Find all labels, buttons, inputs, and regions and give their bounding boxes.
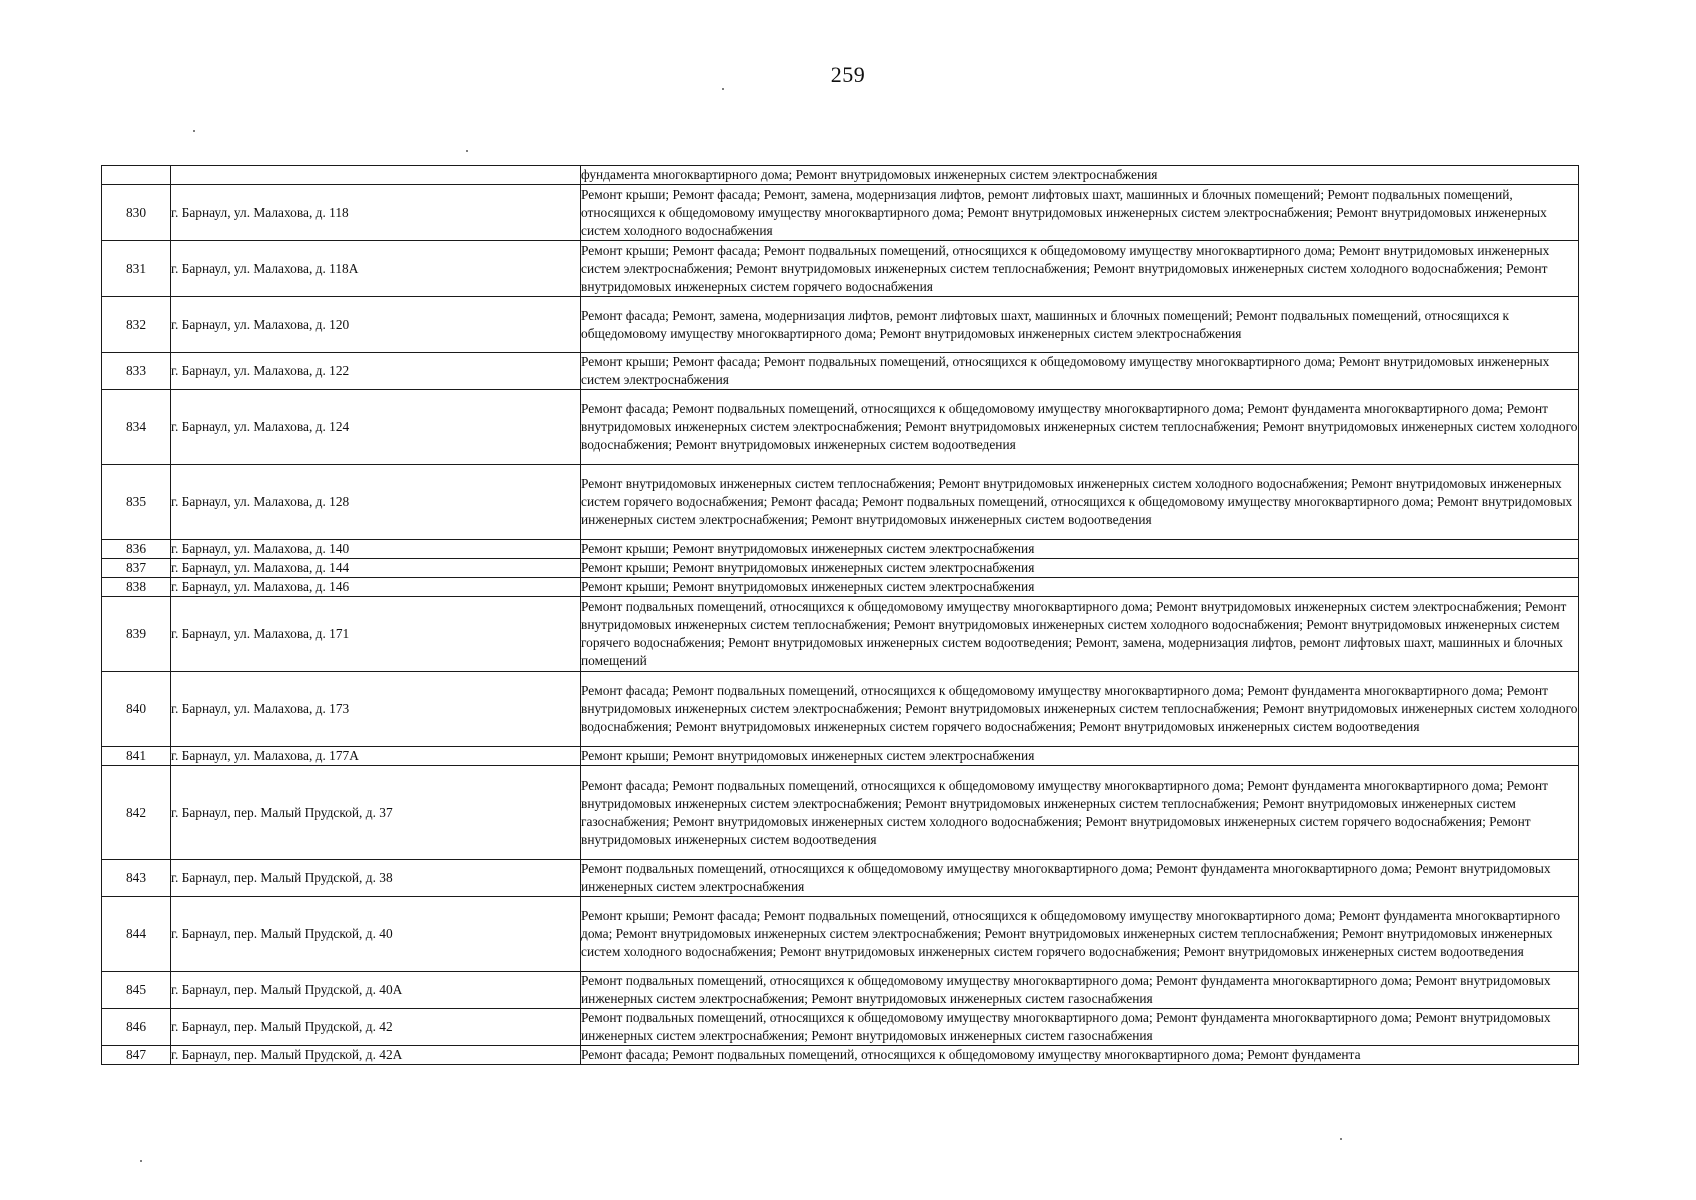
scan-speck xyxy=(722,88,724,90)
row-number: 843 xyxy=(102,860,171,897)
row-works: Ремонт крыши; Ремонт внутридомовых инженерных систем электроснабжения xyxy=(581,747,1579,766)
table-row xyxy=(102,559,1579,578)
row-address: г. Барнаул, ул. Малахова, д. 124 xyxy=(171,390,581,465)
row-address: г. Барнаул, ул. Малахова, д. 171 xyxy=(171,597,581,672)
row-number: 833 xyxy=(102,353,171,390)
row-works: фундамента многоквартирного дома; Ремонт внутридомовых инженерных систем электроснабжения xyxy=(581,166,1579,185)
row-address: г. Барнаул, пер. Малый Прудской, д. 37 xyxy=(171,766,581,860)
table-row xyxy=(102,972,1579,1009)
table-row xyxy=(102,597,1579,672)
row-number: 845 xyxy=(102,972,171,1009)
scan-speck xyxy=(140,1160,142,1162)
row-address: г. Барнаул, ул. Малахова, д. 120 xyxy=(171,297,581,353)
row-number: 846 xyxy=(102,1009,171,1046)
table-row xyxy=(102,465,1579,540)
scan-speck xyxy=(193,130,195,132)
row-number: 832 xyxy=(102,297,171,353)
row-address: г. Барнаул, ул. Малахова, д. 122 xyxy=(171,353,581,390)
row-address: г. Барнаул, пер. Малый Прудской, д. 40 xyxy=(171,897,581,972)
table-row xyxy=(102,766,1579,860)
row-address: г. Барнаул, ул. Малахова, д. 146 xyxy=(171,578,581,597)
row-address: г. Барнаул, пер. Малый Прудской, д. 40А xyxy=(171,972,581,1009)
row-works: Ремонт подвальных помещений, относящихся к общедомовому имуществу многоквартирного дома; Ремонт внутридомовых инженерных систем электроснабжения; Ремонт внутридомовых инженерных систем теплоснабжения; Ремонт внутридомовых инженерных систем холодного водоснабжения; Ремонт внутридомовых инженерных систем горячего водоснабжения; Ремонт внутридомовых инженерных систем водоотведения; Ремонт, замена, модернизация лифтов, ремонт лифтовых шахт, машинных и блочных помещений xyxy=(581,597,1579,672)
row-address: г. Барнаул, ул. Малахова, д. 118А xyxy=(171,241,581,297)
row-number xyxy=(102,166,171,185)
row-works: Ремонт крыши; Ремонт внутридомовых инженерных систем электроснабжения xyxy=(581,578,1579,597)
page-number: 259 xyxy=(830,62,866,87)
table-row xyxy=(102,390,1579,465)
row-works: Ремонт крыши; Ремонт внутридомовых инженерных систем электроснабжения xyxy=(581,559,1579,578)
table-body xyxy=(102,166,1579,1065)
row-number: 836 xyxy=(102,540,171,559)
row-number: 841 xyxy=(102,747,171,766)
row-works: Ремонт фасада; Ремонт подвальных помещений, относящихся к общедомовому имуществу многоквартирного дома; Ремонт фундамента xyxy=(581,1046,1579,1065)
row-number: 834 xyxy=(102,390,171,465)
row-address: г. Барнаул, ул. Малахова, д. 128 xyxy=(171,465,581,540)
row-works: Ремонт крыши; Ремонт фасада; Ремонт, замена, модернизация лифтов, ремонт лифтовых шахт, машинных и блочных помещений; Ремонт подвальных помещений, относящихся к общедомовому имуществу многоквартирного дома; Ремонт внутридомовых инженерных систем электроснабжения; Ремонт внутридомовых инженерных систем холодного водоснабжения xyxy=(581,185,1579,241)
row-number: 839 xyxy=(102,597,171,672)
row-number: 838 xyxy=(102,578,171,597)
row-address: г. Барнаул, пер. Малый Прудской, д. 42 xyxy=(171,1009,581,1046)
row-number: 847 xyxy=(102,1046,171,1065)
table-row xyxy=(102,1046,1579,1065)
row-number: 830 xyxy=(102,185,171,241)
table-row xyxy=(102,897,1579,972)
scan-speck xyxy=(466,150,468,152)
table-row xyxy=(102,747,1579,766)
table-row xyxy=(102,353,1579,390)
row-works: Ремонт подвальных помещений, относящихся к общедомовому имуществу многоквартирного дома; Ремонт фундамента многоквартирного дома; Ремонт внутридомовых инженерных систем электроснабжения; Ремонт внутридомовых инженерных систем газоснабжения xyxy=(581,1009,1579,1046)
row-works: Ремонт фасада; Ремонт подвальных помещений, относящихся к общедомовому имуществу многоквартирного дома; Ремонт фундамента многоквартирного дома; Ремонт внутридомовых инженерных систем электроснабжения; Ремонт внутридомовых инженерных систем теплоснабжения; Ремонт внутридомовых инженерных систем холодного водоснабжения; Ремонт внутридомовых инженерных систем горячего водоснабжения; Ремонт внутридомовых инженерных систем водоотведения xyxy=(581,672,1579,747)
table-row xyxy=(102,540,1579,559)
row-number: 831 xyxy=(102,241,171,297)
row-address: г. Барнаул, пер. Малый Прудской, д. 42А xyxy=(171,1046,581,1065)
table-row xyxy=(102,860,1579,897)
row-address: г. Барнаул, ул. Малахова, д. 118 xyxy=(171,185,581,241)
row-works: Ремонт крыши; Ремонт фасада; Ремонт подвальных помещений, относящихся к общедомовому имуществу многоквартирного дома; Ремонт фундамента многоквартирного дома; Ремонт внутридомовых инженерных систем электроснабжения; Ремонт внутридомовых инженерных систем теплоснабжения; Ремонт внутридомовых инженерных систем холодного водоснабжения; Ремонт внутридомовых инженерных систем горячего водоснабжения; Ремонт внутридомовых инженерных систем водоотведения xyxy=(581,897,1579,972)
row-number: 844 xyxy=(102,897,171,972)
table-row xyxy=(102,578,1579,597)
row-works: Ремонт крыши; Ремонт внутридомовых инженерных систем электроснабжения xyxy=(581,540,1579,559)
row-address xyxy=(171,166,581,185)
row-works: Ремонт фасада; Ремонт подвальных помещений, относящихся к общедомовому имуществу многоквартирного дома; Ремонт фундамента многоквартирного дома; Ремонт внутридомовых инженерных систем электроснабжения; Ремонт внутридомовых инженерных систем теплоснабжения; Ремонт внутридомовых инженерных систем холодного водоснабжения; Ремонт внутридомовых инженерных систем водоотведения xyxy=(581,390,1579,465)
row-address: г. Барнаул, ул. Малахова, д. 173 xyxy=(171,672,581,747)
row-address: г. Барнаул, ул. Малахова, д. 177А xyxy=(171,747,581,766)
table-row xyxy=(102,297,1579,353)
row-number: 837 xyxy=(102,559,171,578)
row-number: 842 xyxy=(102,766,171,860)
row-address: г. Барнаул, ул. Малахова, д. 144 xyxy=(171,559,581,578)
row-works: Ремонт фасада; Ремонт, замена, модернизация лифтов, ремонт лифтовых шахт, машинных и блочных помещений; Ремонт подвальных помещений, относящихся к общедомовому имуществу многоквартирного дома; Ремонт внутридомовых инженерных систем электроснабжения xyxy=(581,297,1579,353)
row-works: Ремонт внутридомовых инженерных систем теплоснабжения; Ремонт внутридомовых инженерных систем холодного водоснабжения; Ремонт внутридомовых инженерных систем горячего водоснабжения; Ремонт фасада; Ремонт подвальных помещений, относящихся к общедомовому имуществу многоквартирного дома; Ремонт внутридомовых инженерных систем электроснабжения; Ремонт внутридомовых инженерных систем водоотведения xyxy=(581,465,1579,540)
row-number: 840 xyxy=(102,672,171,747)
table-row xyxy=(102,185,1579,241)
table-row xyxy=(102,1009,1579,1046)
table-row xyxy=(102,672,1579,747)
row-works: Ремонт фасада; Ремонт подвальных помещений, относящихся к общедомовому имуществу многоквартирного дома; Ремонт фундамента многоквартирного дома; Ремонт внутридомовых инженерных систем электроснабжения; Ремонт внутридомовых инженерных систем теплоснабжения; Ремонт внутридомовых инженерных систем газоснабжения; Ремонт внутридомовых инженерных систем холодного водоснабжения; Ремонт внутридомовых инженерных систем горячего водоснабжения; Ремонт внутридомовых инженерных систем водоотведения xyxy=(581,766,1579,860)
row-works: Ремонт крыши; Ремонт фасада; Ремонт подвальных помещений, относящихся к общедомовому имуществу многоквартирного дома; Ремонт внутридомовых инженерных систем электроснабжения xyxy=(581,353,1579,390)
table-row xyxy=(102,241,1579,297)
row-address: г. Барнаул, пер. Малый Прудской, д. 38 xyxy=(171,860,581,897)
row-address: г. Барнаул, ул. Малахова, д. 140 xyxy=(171,540,581,559)
row-works: Ремонт крыши; Ремонт фасада; Ремонт подвальных помещений, относящихся к общедомовому имуществу многоквартирного дома; Ремонт внутридомовых инженерных систем электроснабжения; Ремонт внутридомовых инженерных систем теплоснабжения; Ремонт внутридомовых инженерных систем холодного водоснабжения; Ремонт внутридомовых инженерных систем горячего водоснабжения xyxy=(581,241,1579,297)
table-row xyxy=(102,166,1579,185)
row-works: Ремонт подвальных помещений, относящихся к общедомовому имуществу многоквартирного дома; Ремонт фундамента многоквартирного дома; Ремонт внутридомовых инженерных систем электроснабжения; Ремонт внутридомовых инженерных систем газоснабжения xyxy=(581,972,1579,1009)
scan-speck xyxy=(1340,1138,1342,1140)
row-number: 835 xyxy=(102,465,171,540)
row-works: Ремонт подвальных помещений, относящихся к общедомовому имуществу многоквартирного дома; Ремонт фундамента многоквартирного дома; Ремонт внутридомовых инженерных систем электроснабжения xyxy=(581,860,1579,897)
buildings-repair-table xyxy=(101,165,1579,1065)
